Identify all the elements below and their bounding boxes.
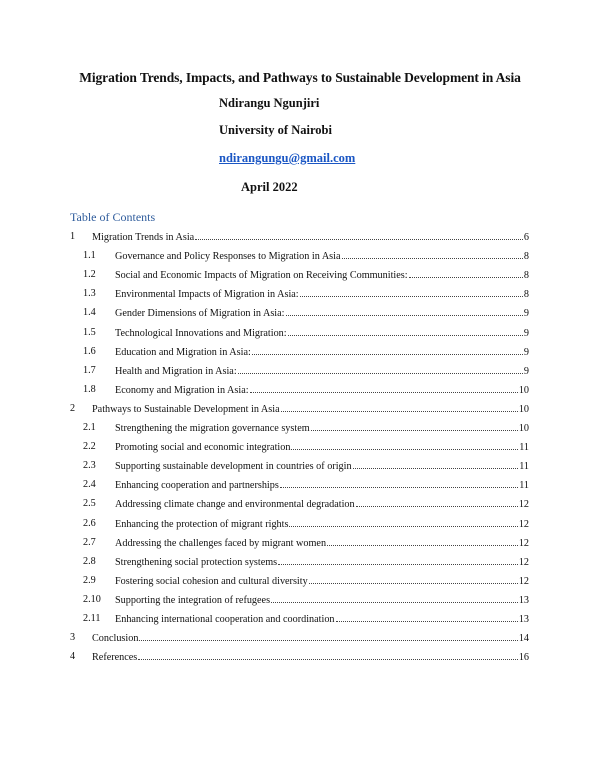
toc-entry-link[interactable]: [115, 497, 529, 512]
toc-entry-page: 9: [523, 308, 529, 320]
toc-entry-number: 1.5: [83, 326, 96, 338]
toc-entry-label: Gender Dimensions of Migration in Asia:: [115, 308, 285, 320]
toc-entry-page: 11: [519, 461, 529, 473]
toc-entry[interactable]: [0, 593, 600, 607]
toc-entry-label: Supporting the integration of refugees: [115, 594, 271, 606]
toc-entry-label: Technological Innovations and Migration:: [115, 327, 287, 339]
toc-entry-link[interactable]: [115, 593, 529, 608]
toc-entry-page: 10: [518, 384, 529, 396]
author-name: Ndirangu Ngunjiri: [219, 96, 320, 110]
toc-entry-label: Health and Migration in Asia:: [115, 365, 237, 377]
toc-entry-number: 2.3: [83, 460, 96, 472]
toc-entry-link[interactable]: [115, 459, 529, 474]
toc-dot-leader: [281, 402, 518, 412]
publication-date: April 2022: [241, 180, 298, 194]
toc-entry[interactable]: [0, 650, 600, 664]
toc-dot-leader: [342, 249, 523, 259]
toc-entry-page: 8: [523, 251, 529, 263]
toc-entry-label: Governance and Policy Responses to Migration in Asia: [115, 251, 341, 263]
toc-entry-page: 13: [518, 594, 529, 606]
toc-entry-page: 8: [523, 289, 529, 301]
toc-entry[interactable]: [0, 440, 600, 454]
toc-entry-label: Strengthening social protection systems: [115, 556, 278, 568]
toc-entry-number: 2.5: [83, 498, 96, 510]
toc-entry-number: 2.10: [83, 593, 101, 605]
toc-entry-number: 1.1: [83, 250, 96, 262]
toc-entry-link[interactable]: [115, 612, 529, 627]
toc-entry[interactable]: [0, 536, 600, 550]
toc-entry-label: Pathways to Sustainable Development in Asia: [92, 403, 280, 415]
affiliation: University of Nairobi: [219, 123, 332, 137]
toc-entry-link[interactable]: [92, 631, 529, 646]
toc-entry[interactable]: [0, 364, 600, 378]
toc-dot-leader: [139, 631, 517, 641]
toc-entry-label: Enhancing cooperation and partnerships: [115, 480, 279, 492]
toc-entry-number: 4: [70, 651, 76, 663]
toc-entry-link[interactable]: [115, 536, 529, 551]
toc-entry[interactable]: [0, 555, 600, 569]
toc-entry[interactable]: [0, 631, 600, 645]
toc-entry-number: 2.8: [83, 555, 96, 567]
toc-entry-number: 2: [70, 402, 76, 414]
toc-entry-label: Addressing the challenges faced by migrant women: [115, 537, 327, 549]
toc-entry-label: Supporting sustainable development in countries of origin: [115, 461, 352, 473]
toc-entry[interactable]: [0, 497, 600, 511]
document-title: Migration Trends, Impacts, and Pathways to Sustainable Development in Asia: [79, 70, 521, 85]
toc-dot-leader: [252, 345, 523, 355]
toc-dot-leader: [280, 478, 518, 488]
toc-entry-label: Economy and Migration in Asia:: [115, 384, 249, 396]
toc-entry-label: Addressing climate change and environmental degradation: [115, 499, 355, 511]
toc-entry-label: Environmental Impacts of Migration in Asia:: [115, 289, 299, 301]
toc-entry-number: 1.6: [83, 345, 96, 357]
toc-dot-leader: [289, 517, 517, 527]
toc-entry-page: 10: [518, 423, 529, 434]
toc-entry-label: References: [92, 652, 138, 664]
toc-dot-leader: [288, 326, 523, 336]
toc-entry-link[interactable]: [92, 230, 529, 245]
toc-entry-label: Promoting social and economic integration: [115, 442, 291, 454]
toc-dot-leader: [309, 574, 518, 584]
toc-entry-number: 2.6: [83, 517, 96, 529]
toc-entry[interactable]: [0, 517, 600, 531]
toc-entry[interactable]: [0, 612, 600, 626]
toc-dot-leader: [409, 268, 523, 278]
toc-entry-number: 1.2: [83, 269, 96, 281]
toc-entry[interactable]: [0, 383, 600, 397]
toc-entry-link[interactable]: [115, 249, 529, 264]
toc-entry-page: 10: [518, 403, 529, 415]
toc-entry-link[interactable]: [115, 421, 529, 436]
toc-dot-leader: [278, 555, 518, 565]
toc-entry-link[interactable]: [92, 650, 529, 665]
toc-dot-leader: [250, 383, 518, 393]
toc-entry-page: 12: [518, 575, 529, 587]
toc-entry-link[interactable]: [115, 478, 529, 493]
toc-entry-link[interactable]: [92, 402, 529, 417]
toc-heading: Table of Contents: [70, 210, 156, 224]
toc-dot-leader: [311, 421, 518, 431]
toc-dot-leader: [300, 287, 523, 297]
toc-dot-leader: [271, 593, 518, 603]
toc-entry-link[interactable]: [115, 440, 529, 455]
toc-entry-page: 13: [518, 614, 529, 625]
toc-entry-link[interactable]: [115, 268, 529, 283]
toc-entry-number: 2.7: [83, 536, 96, 548]
toc-entry-label: Enhancing international cooperation and coordination: [115, 614, 335, 625]
toc-entry-link[interactable]: [115, 383, 529, 398]
toc-entry[interactable]: [0, 402, 600, 416]
toc-entry[interactable]: [0, 345, 600, 359]
toc-entry[interactable]: [0, 478, 600, 492]
toc-entry-page: 12: [518, 537, 529, 549]
toc-entry-label: Strengthening the migration governance system: [115, 423, 310, 434]
toc-entry-link[interactable]: [115, 345, 529, 360]
toc-entry-page: 9: [523, 327, 529, 339]
toc-entry-page: 12: [518, 556, 529, 568]
toc-entry-link[interactable]: [115, 364, 529, 379]
toc-entry-page: 12: [518, 518, 529, 530]
toc-entry-page: 14: [518, 633, 529, 645]
toc-entry-label: Fostering social cohesion and cultural diversity: [115, 575, 308, 587]
toc-entry-number: 3: [70, 632, 76, 644]
toc-dot-leader: [327, 536, 518, 546]
toc-entry-number: 1: [70, 231, 76, 242]
toc-entry-number: 1.3: [83, 288, 96, 300]
toc-entry-link[interactable]: [115, 306, 529, 321]
toc-dot-leader: [356, 497, 518, 507]
toc-dot-leader: [138, 650, 518, 660]
toc-entry-number: 2.11: [83, 613, 101, 624]
toc-entry-link[interactable]: [115, 555, 529, 570]
toc-entry[interactable]: [0, 326, 600, 340]
toc-entry[interactable]: [0, 287, 600, 301]
toc-entry-page: 11: [519, 442, 529, 454]
toc-entry-label: Enhancing the protection of migrant rights: [115, 518, 289, 530]
toc-entry-link[interactable]: [115, 326, 529, 341]
toc-entry-label: Migration Trends in Asia: [92, 232, 195, 243]
toc-entry-number: 2.9: [83, 574, 96, 586]
toc-entry-label: Education and Migration in Asia:: [115, 346, 251, 358]
toc-entry-page: 8: [523, 270, 529, 282]
toc-entry[interactable]: [0, 459, 600, 473]
toc-entry[interactable]: [0, 249, 600, 263]
toc-dot-leader: [195, 230, 523, 240]
toc-entry-page: 6: [523, 232, 529, 243]
toc-entry-link[interactable]: [115, 574, 529, 589]
toc-entry[interactable]: [0, 268, 600, 282]
toc-entry-number: 1.8: [83, 383, 96, 395]
toc-entry-page: 9: [523, 346, 529, 358]
toc-entry[interactable]: [0, 306, 600, 320]
toc-entry[interactable]: [0, 230, 600, 244]
toc-entry-page: 16: [518, 652, 529, 664]
toc-entry-link[interactable]: [115, 287, 529, 302]
toc-entry-label: Conclusion: [92, 633, 139, 645]
toc-dot-leader: [353, 459, 519, 469]
toc-entry-number: 2.1: [83, 422, 96, 433]
toc-entry-number: 2.4: [83, 479, 96, 491]
toc-dot-leader: [286, 306, 523, 316]
toc-entry-number: 1.4: [83, 307, 96, 319]
toc-entry-number: 1.7: [83, 364, 96, 376]
toc-entry[interactable]: [0, 574, 600, 588]
toc-entry[interactable]: [0, 421, 600, 435]
toc-entry-number: 2.2: [83, 441, 96, 453]
toc-dot-leader: [336, 612, 518, 622]
toc-dot-leader: [238, 364, 523, 374]
toc-entry-link[interactable]: [115, 517, 529, 532]
toc-entry-page: 12: [518, 499, 529, 511]
toc-dot-leader: [291, 440, 518, 450]
toc-entry-page: 9: [523, 365, 529, 377]
email-link[interactable]: ndirangungu@gmail.com: [219, 151, 356, 165]
toc-entry-label: Social and Economic Impacts of Migration on Receiving Communities:: [115, 270, 408, 282]
toc-entry-page: 11: [519, 480, 529, 492]
